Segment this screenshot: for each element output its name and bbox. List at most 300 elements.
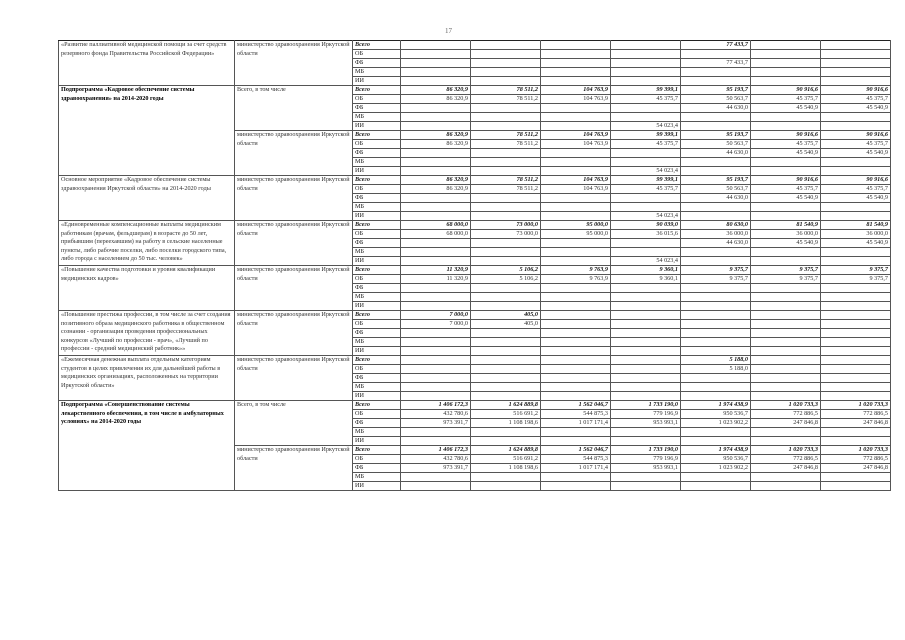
amount-cell xyxy=(471,302,541,311)
amount-cell xyxy=(401,329,471,338)
amount-cell xyxy=(471,374,541,383)
amount-cell xyxy=(471,104,541,113)
amount-cell xyxy=(541,158,611,167)
amount-cell xyxy=(541,356,611,365)
amount-cell xyxy=(541,383,611,392)
amount-cell: 78 511,2 xyxy=(471,131,541,140)
amount-cell xyxy=(471,428,541,437)
amount-cell xyxy=(541,320,611,329)
executor-cell: министерство здравоохранения Иркутской области xyxy=(235,221,353,266)
amount-cell: 99 399,1 xyxy=(611,176,681,185)
amount-cell xyxy=(471,203,541,212)
amount-cell xyxy=(471,50,541,59)
program-name: Подпрограмма «Кадровое обеспечение системы здравоохранения» на 2014-2020 годы xyxy=(59,86,235,176)
amount-cell xyxy=(611,149,681,158)
amount-cell: 90 039,0 xyxy=(611,221,681,230)
amount-cell: 99 399,1 xyxy=(611,86,681,95)
amount-cell xyxy=(611,104,681,113)
funding-source-cell: МБ xyxy=(353,113,401,122)
amount-cell xyxy=(681,293,751,302)
amount-cell: 5 188,0 xyxy=(681,356,751,365)
amount-cell: 44 630,0 xyxy=(681,149,751,158)
amount-cell xyxy=(681,428,751,437)
amount-cell xyxy=(681,50,751,59)
amount-cell xyxy=(541,68,611,77)
amount-cell xyxy=(471,437,541,446)
amount-cell xyxy=(401,374,471,383)
amount-cell xyxy=(681,383,751,392)
amount-cell: 36 000,0 xyxy=(821,230,891,239)
amount-cell xyxy=(401,149,471,158)
amount-cell xyxy=(611,41,681,50)
amount-cell xyxy=(611,248,681,257)
amount-cell xyxy=(751,428,821,437)
amount-cell xyxy=(401,50,471,59)
amount-cell xyxy=(611,203,681,212)
funding-source-cell: ИИ xyxy=(353,392,401,401)
amount-cell xyxy=(541,365,611,374)
amount-cell: 7 000,0 xyxy=(401,311,471,320)
amount-cell xyxy=(751,293,821,302)
amount-cell: 247 846,8 xyxy=(821,464,891,473)
amount-cell xyxy=(821,77,891,86)
amount-cell: 1 020 733,3 xyxy=(821,401,891,410)
funding-source-cell: МБ xyxy=(353,338,401,347)
amount-cell xyxy=(541,50,611,59)
amount-cell: 36 000,0 xyxy=(681,230,751,239)
amount-cell: 95 000,0 xyxy=(541,221,611,230)
amount-cell xyxy=(821,203,891,212)
amount-cell xyxy=(751,374,821,383)
amount-cell xyxy=(471,338,541,347)
amount-cell xyxy=(401,167,471,176)
amount-cell xyxy=(401,284,471,293)
amount-cell: 11 320,9 xyxy=(401,266,471,275)
funding-source-cell: ОБ xyxy=(353,320,401,329)
amount-cell: 9 375,7 xyxy=(751,275,821,284)
amount-cell xyxy=(751,59,821,68)
funding-source-cell: ФБ xyxy=(353,374,401,383)
amount-cell: 953 993,1 xyxy=(611,464,681,473)
amount-cell xyxy=(751,68,821,77)
amount-cell: 247 846,8 xyxy=(751,464,821,473)
amount-cell: 779 196,9 xyxy=(611,410,681,419)
amount-cell xyxy=(611,338,681,347)
funding-source-cell: ИИ xyxy=(353,77,401,86)
funding-source-cell: ОБ xyxy=(353,230,401,239)
amount-cell: 953 993,1 xyxy=(611,419,681,428)
executor-cell: министерство здравоохранения Иркутской области xyxy=(235,131,353,176)
amount-cell xyxy=(821,383,891,392)
funding-source-cell: Всего xyxy=(353,266,401,275)
amount-cell xyxy=(751,203,821,212)
amount-cell: 86 320,9 xyxy=(401,185,471,194)
amount-cell xyxy=(471,239,541,248)
amount-cell: 45 375,7 xyxy=(751,185,821,194)
amount-cell: 99 399,1 xyxy=(611,131,681,140)
funding-source-cell: МБ xyxy=(353,473,401,482)
funding-source-cell: МБ xyxy=(353,293,401,302)
amount-cell xyxy=(401,41,471,50)
amount-cell: 779 196,9 xyxy=(611,455,681,464)
amount-cell: 772 886,5 xyxy=(821,455,891,464)
amount-cell: 95 193,7 xyxy=(681,131,751,140)
amount-cell xyxy=(821,248,891,257)
amount-cell: 45 375,7 xyxy=(821,185,891,194)
amount-cell xyxy=(821,284,891,293)
amount-cell: 1 624 889,8 xyxy=(471,446,541,455)
table-row xyxy=(59,311,891,320)
amount-cell xyxy=(821,392,891,401)
amount-cell xyxy=(681,122,751,131)
amount-cell: 9 360,1 xyxy=(611,275,681,284)
page-number: 17 xyxy=(445,27,452,35)
amount-cell xyxy=(681,374,751,383)
amount-cell: 9 375,7 xyxy=(751,266,821,275)
amount-cell xyxy=(751,347,821,356)
amount-cell xyxy=(541,122,611,131)
amount-cell: 68 000,0 xyxy=(401,221,471,230)
program-name: «Развитие паллиативной медицинской помощи за счет средств резервного фонда Правительства Российской Федерации» xyxy=(59,41,235,86)
funding-source-cell: ИИ xyxy=(353,347,401,356)
amount-cell xyxy=(821,50,891,59)
amount-cell xyxy=(681,437,751,446)
amount-cell: 1 562 046,7 xyxy=(541,401,611,410)
amount-cell xyxy=(751,167,821,176)
amount-cell xyxy=(611,374,681,383)
funding-source-cell: ФБ xyxy=(353,284,401,293)
program-name: «Повышение престижа профессии, в том числе за счет создания позитивного образа медицинского работника в общественном сознании - организация проведения профессиональных конкурсов «Лучший по профессии - врач», «Лучший по профессии - средний медицинский работник»» xyxy=(59,311,235,356)
funding-source-cell: ОБ xyxy=(353,365,401,374)
amount-cell: 77 433,7 xyxy=(681,59,751,68)
funding-source-cell: Всего xyxy=(353,86,401,95)
amount-cell: 1 406 172,3 xyxy=(401,401,471,410)
amount-cell xyxy=(681,203,751,212)
amount-cell: 68 000,0 xyxy=(401,230,471,239)
amount-cell xyxy=(681,302,751,311)
table-row xyxy=(59,86,891,95)
amount-cell xyxy=(541,257,611,266)
amount-cell: 45 540,9 xyxy=(821,149,891,158)
amount-cell: 45 375,7 xyxy=(821,95,891,104)
funding-source-cell: Всего xyxy=(353,311,401,320)
amount-cell: 45 540,9 xyxy=(821,104,891,113)
amount-cell: 1 020 733,3 xyxy=(751,401,821,410)
amount-cell: 1 108 198,6 xyxy=(471,419,541,428)
funding-source-cell: ФБ xyxy=(353,329,401,338)
funding-source-cell: Всего xyxy=(353,131,401,140)
funding-source-cell: Всего xyxy=(353,356,401,365)
amount-cell: 9 375,7 xyxy=(821,266,891,275)
amount-cell: 9 763,9 xyxy=(541,266,611,275)
amount-cell: 90 916,6 xyxy=(821,176,891,185)
amount-cell xyxy=(611,113,681,122)
amount-cell xyxy=(541,374,611,383)
amount-cell: 1 624 889,8 xyxy=(471,401,541,410)
amount-cell xyxy=(541,473,611,482)
amount-cell: 1 023 902,2 xyxy=(681,419,751,428)
budget-table-body xyxy=(59,41,891,491)
executor-cell: министерство здравоохранения Иркутской области xyxy=(235,446,353,491)
amount-cell: 1 562 046,7 xyxy=(541,446,611,455)
amount-cell: 81 540,9 xyxy=(751,221,821,230)
amount-cell: 44 630,0 xyxy=(681,239,751,248)
amount-cell xyxy=(471,392,541,401)
amount-cell: 44 630,0 xyxy=(681,104,751,113)
amount-cell xyxy=(401,77,471,86)
amount-cell xyxy=(541,203,611,212)
amount-cell xyxy=(751,41,821,50)
amount-cell xyxy=(471,473,541,482)
funding-source-cell: ОБ xyxy=(353,185,401,194)
amount-cell xyxy=(611,302,681,311)
amount-cell xyxy=(681,329,751,338)
table-row xyxy=(59,266,891,275)
amount-cell: 104 763,9 xyxy=(541,140,611,149)
amount-cell xyxy=(401,482,471,491)
amount-cell xyxy=(611,284,681,293)
amount-cell xyxy=(471,284,541,293)
amount-cell xyxy=(821,365,891,374)
amount-cell xyxy=(751,437,821,446)
amount-cell: 54 023,4 xyxy=(611,122,681,131)
amount-cell xyxy=(681,392,751,401)
amount-cell xyxy=(471,68,541,77)
amount-cell: 950 536,7 xyxy=(681,455,751,464)
amount-cell xyxy=(471,365,541,374)
amount-cell xyxy=(681,158,751,167)
amount-cell xyxy=(821,59,891,68)
amount-cell: 45 375,7 xyxy=(611,95,681,104)
executor-cell: министерство здравоохранения Иркутской области xyxy=(235,41,353,86)
amount-cell xyxy=(471,329,541,338)
amount-cell xyxy=(821,257,891,266)
amount-cell: 90 916,6 xyxy=(751,131,821,140)
amount-cell: 1 108 198,6 xyxy=(471,464,541,473)
amount-cell xyxy=(401,59,471,68)
program-name: Подпрограмма «Совершенствование системы лекарственного обеспечения, в том числе в амбулаторных условиях» на 2014-2020 годы xyxy=(59,401,235,491)
amount-cell xyxy=(611,158,681,167)
amount-cell xyxy=(751,284,821,293)
amount-cell: 45 375,7 xyxy=(611,185,681,194)
amount-cell: 1 406 172,3 xyxy=(401,446,471,455)
amount-cell: 44 630,0 xyxy=(681,194,751,203)
amount-cell: 45 375,7 xyxy=(751,140,821,149)
amount-cell xyxy=(821,473,891,482)
amount-cell: 78 511,2 xyxy=(471,140,541,149)
amount-cell xyxy=(611,356,681,365)
amount-cell: 45 540,9 xyxy=(751,194,821,203)
funding-source-cell: Всего xyxy=(353,41,401,50)
amount-cell xyxy=(611,194,681,203)
amount-cell xyxy=(401,347,471,356)
amount-cell xyxy=(471,122,541,131)
amount-cell xyxy=(821,41,891,50)
amount-cell xyxy=(471,113,541,122)
amount-cell xyxy=(611,383,681,392)
amount-cell: 45 375,7 xyxy=(611,140,681,149)
amount-cell xyxy=(821,311,891,320)
amount-cell: 45 375,7 xyxy=(751,95,821,104)
amount-cell: 36 015,6 xyxy=(611,230,681,239)
funding-source-cell: ФБ xyxy=(353,149,401,158)
amount-cell: 86 320,9 xyxy=(401,140,471,149)
amount-cell xyxy=(821,329,891,338)
table-row xyxy=(59,41,891,50)
amount-cell xyxy=(611,473,681,482)
amount-cell xyxy=(401,365,471,374)
amount-cell xyxy=(751,257,821,266)
amount-cell xyxy=(821,68,891,77)
amount-cell xyxy=(821,428,891,437)
amount-cell xyxy=(401,473,471,482)
amount-cell: 54 023,4 xyxy=(611,167,681,176)
amount-cell xyxy=(401,122,471,131)
amount-cell xyxy=(751,473,821,482)
amount-cell xyxy=(751,302,821,311)
amount-cell: 45 540,9 xyxy=(821,239,891,248)
amount-cell xyxy=(401,239,471,248)
amount-cell xyxy=(541,311,611,320)
amount-cell xyxy=(821,113,891,122)
amount-cell xyxy=(751,113,821,122)
amount-cell xyxy=(471,257,541,266)
amount-cell: 54 023,4 xyxy=(611,257,681,266)
amount-cell: 247 846,8 xyxy=(821,419,891,428)
amount-cell xyxy=(541,302,611,311)
amount-cell: 95 193,7 xyxy=(681,176,751,185)
funding-source-cell: ФБ xyxy=(353,239,401,248)
amount-cell xyxy=(471,482,541,491)
funding-source-cell: Всего xyxy=(353,401,401,410)
amount-cell xyxy=(821,158,891,167)
amount-cell xyxy=(681,284,751,293)
amount-cell: 95 000,0 xyxy=(541,230,611,239)
amount-cell: 90 916,6 xyxy=(751,86,821,95)
program-name: «Повышение качества подготовки и уровня квалификации медицинских кадров» xyxy=(59,266,235,311)
amount-cell xyxy=(541,59,611,68)
amount-cell xyxy=(821,167,891,176)
funding-source-cell: МБ xyxy=(353,383,401,392)
amount-cell xyxy=(541,293,611,302)
amount-cell xyxy=(751,212,821,221)
funding-source-cell: МБ xyxy=(353,158,401,167)
amount-cell xyxy=(751,77,821,86)
amount-cell xyxy=(541,41,611,50)
amount-cell xyxy=(401,203,471,212)
amount-cell xyxy=(611,239,681,248)
funding-source-cell: МБ xyxy=(353,68,401,77)
amount-cell xyxy=(541,482,611,491)
funding-source-cell: ОБ xyxy=(353,50,401,59)
amount-cell xyxy=(611,392,681,401)
amount-cell xyxy=(541,428,611,437)
amount-cell: 9 375,7 xyxy=(821,275,891,284)
amount-cell xyxy=(541,284,611,293)
amount-cell: 7 000,0 xyxy=(401,320,471,329)
amount-cell xyxy=(611,437,681,446)
program-name: «Ежемесячная денежная выплата отдельным категориям студентов в целях привлечения их для дальнейшей работы в медицинских организациях, расположенных на территории Иркутской области» xyxy=(59,356,235,401)
program-name: «Единовременные компенсационные выплаты медицинским работникам (врачам, фельдшерам) в возрасте до 50 лет, прибывшим (переехавшим) на работу в сельские населенные пункты, либо рабочие поселки, либо поселки городского типа, либо города с населением до 50 тыс. человек» xyxy=(59,221,235,266)
amount-cell xyxy=(401,437,471,446)
amount-cell: 90 916,6 xyxy=(821,86,891,95)
funding-source-cell: ФБ xyxy=(353,419,401,428)
amount-cell xyxy=(471,248,541,257)
amount-cell: 5 188,0 xyxy=(681,365,751,374)
amount-cell xyxy=(541,167,611,176)
amount-cell xyxy=(751,158,821,167)
amount-cell: 104 763,9 xyxy=(541,185,611,194)
amount-cell xyxy=(821,347,891,356)
funding-source-cell: ФБ xyxy=(353,194,401,203)
amount-cell: 516 691,2 xyxy=(471,410,541,419)
amount-cell: 90 916,6 xyxy=(821,131,891,140)
amount-cell: 1 017 171,4 xyxy=(541,464,611,473)
amount-cell xyxy=(471,293,541,302)
amount-cell: 1 974 438,9 xyxy=(681,401,751,410)
amount-cell xyxy=(611,59,681,68)
amount-cell xyxy=(541,212,611,221)
amount-cell xyxy=(471,347,541,356)
amount-cell: 78 511,2 xyxy=(471,176,541,185)
amount-cell xyxy=(611,311,681,320)
amount-cell xyxy=(401,158,471,167)
amount-cell xyxy=(541,113,611,122)
amount-cell xyxy=(541,329,611,338)
amount-cell: 9 375,7 xyxy=(681,266,751,275)
amount-cell: 77 433,7 xyxy=(681,41,751,50)
funding-source-cell: ИИ xyxy=(353,167,401,176)
amount-cell: 86 320,9 xyxy=(401,95,471,104)
amount-cell xyxy=(681,482,751,491)
amount-cell: 544 875,3 xyxy=(541,455,611,464)
amount-cell xyxy=(471,158,541,167)
funding-source-cell: ОБ xyxy=(353,275,401,284)
amount-cell xyxy=(681,77,751,86)
amount-cell xyxy=(471,212,541,221)
amount-cell: 432 780,6 xyxy=(401,455,471,464)
amount-cell xyxy=(681,311,751,320)
amount-cell xyxy=(751,392,821,401)
amount-cell xyxy=(401,248,471,257)
amount-cell xyxy=(821,482,891,491)
amount-cell xyxy=(401,257,471,266)
executor-cell: Всего, в том числе xyxy=(235,401,353,446)
amount-cell xyxy=(401,383,471,392)
amount-cell: 73 000,0 xyxy=(471,230,541,239)
amount-cell xyxy=(471,383,541,392)
amount-cell xyxy=(611,77,681,86)
funding-source-cell: ИИ xyxy=(353,302,401,311)
amount-cell: 1 733 190,0 xyxy=(611,401,681,410)
amount-cell xyxy=(541,248,611,257)
amount-cell xyxy=(541,239,611,248)
amount-cell: 54 023,4 xyxy=(611,212,681,221)
amount-cell xyxy=(681,167,751,176)
amount-cell: 86 320,9 xyxy=(401,86,471,95)
amount-cell xyxy=(681,113,751,122)
amount-cell: 90 916,6 xyxy=(751,176,821,185)
amount-cell xyxy=(821,356,891,365)
amount-cell: 78 511,2 xyxy=(471,185,541,194)
amount-cell: 405,0 xyxy=(471,311,541,320)
amount-cell: 544 875,3 xyxy=(541,410,611,419)
amount-cell xyxy=(681,347,751,356)
amount-cell: 9 360,1 xyxy=(611,266,681,275)
amount-cell xyxy=(821,122,891,131)
amount-cell xyxy=(751,329,821,338)
amount-cell xyxy=(611,293,681,302)
